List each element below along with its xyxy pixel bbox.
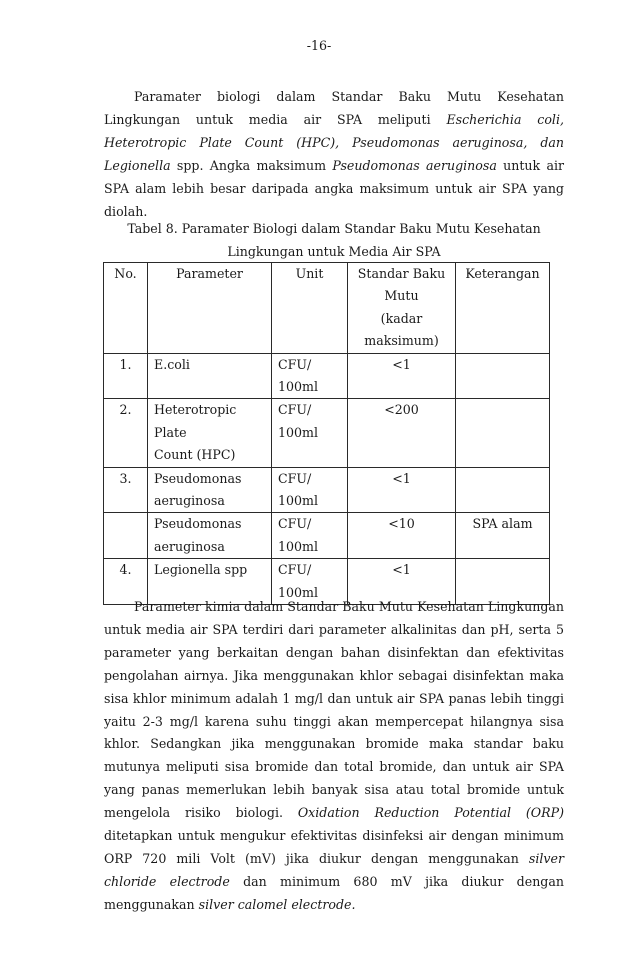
text-segment: spp. Angka maksimum (170, 157, 333, 173)
text-segment: Paramater biologi dalam Standar Baku Mutu Kesehatan Lingkungan untuk media air SPA meliputi (104, 89, 564, 127)
table-caption-line: Lingkungan untuk Media Air SPA (227, 243, 441, 259)
cell-unit-line: 100ml (278, 584, 319, 600)
cell-value: <1 (348, 353, 456, 399)
cell-parameter-line: Count (HPC) (154, 447, 236, 463)
text-segment-italic: silver calomel electrode. (198, 896, 356, 912)
cell-unit-line: 100ml (278, 538, 319, 554)
table-caption-line: Tabel 8. Paramater Biologi dalam Standar Baku Mutu Kesehatan (127, 221, 541, 236)
cell-unit (272, 399, 348, 467)
biological-parameters-table (103, 262, 550, 605)
cell-value: <200 (348, 399, 456, 467)
cell-unit-line: CFU/ (278, 356, 312, 372)
cell-parameter (148, 467, 272, 513)
text-segment-italic: silver chloride electrode (104, 850, 564, 889)
cell-no (104, 513, 148, 559)
text-segment: untuk air SPA alam lebih besar daripada angka maksimum untuk air SPA yang diolah. (104, 157, 565, 219)
text-segment-italic: Oxidation Reduction Potential (ORP) (297, 805, 564, 821)
cell-value: <1 (348, 559, 456, 605)
cell-value: <10 (348, 513, 456, 559)
table-header-row (104, 263, 550, 354)
cell-parameter (148, 353, 272, 399)
cell-parameter-line: Heterotropic Plate (154, 402, 237, 440)
cell-no: 2. (104, 399, 148, 467)
cell-value: <1 (348, 467, 456, 513)
header-standard-line: Mutu (384, 288, 419, 304)
cell-unit-line: 100ml (278, 424, 319, 440)
text-segment: dan minimum 680 mV jika diukur dengan menggunakan (104, 873, 564, 912)
table-row (104, 399, 550, 467)
cell-no: 1. (104, 353, 148, 399)
text-segment-italic: Pseudomonas aeruginosa (332, 157, 497, 173)
header-standard-line: (kadar (380, 310, 423, 326)
cell-parameter-line: Pseudomonas (154, 470, 242, 486)
cell-unit-line: 100ml (278, 493, 319, 509)
page-number: -16- (306, 38, 332, 53)
cell-unit-line: CFU/ (278, 562, 312, 578)
text-segment-italic: Escherichia coli, Heterotropic Plate Count (HPC), Pseudomonas aeruginosa, dan Legionella (104, 111, 564, 173)
cell-parameter (148, 399, 272, 467)
table-row (104, 513, 550, 559)
cell-note (456, 399, 550, 467)
table-row (104, 353, 550, 399)
cell-note: SPA alam (456, 513, 550, 559)
cell-parameter (148, 513, 272, 559)
cell-unit (272, 467, 348, 513)
header-standard-line: maksimum) (364, 333, 439, 349)
header-unit: Unit (272, 263, 348, 354)
cell-no: 4. (104, 559, 148, 605)
paragraph-biological-parameters (104, 86, 564, 223)
cell-parameter-line: E.coli (154, 356, 190, 372)
cell-note (456, 467, 550, 513)
cell-no: 3. (104, 467, 148, 513)
cell-parameter-line: Legionella spp (154, 562, 248, 578)
cell-unit (272, 353, 348, 399)
cell-unit-line: 100ml (278, 379, 319, 395)
text-segment: Parameter kimia dalam Standar Baku Mutu Kesehatan Lingkungan untuk media air SPA terdiri dari parameter alkalinitas dan pH, serta 5 parameter yang berkaitan dengan bahan disinfektan dan efektivitas pengolahan airnya. Jika menggunakan khlor sebagai disinfektan maka sisa khlor minimum adalah 1 mg/l dan untuk air SPA panas lebih tinggi yaitu 2-3 mg/l karena suhu tinggi akan mempercepat hilangnya sisa khlor. Sedangkan jika menggunakan bromide maka standar baku mutunya meliputi sisa bromide dan total bromide, dan untuk air SPA yang panas memerlukan lebih banyak sisa atau total bromide untuk mengelola risiko biologi. (104, 599, 564, 821)
header-parameter: Parameter (148, 263, 272, 354)
cell-parameter-line: aeruginosa (154, 493, 225, 509)
cell-unit-line: CFU/ (278, 402, 312, 418)
cell-parameter-line: Pseudomonas (154, 516, 242, 532)
header-standard (348, 263, 456, 354)
header-no: No. (104, 263, 148, 354)
paragraph-chemical-parameters (104, 596, 564, 917)
table-caption (104, 218, 564, 263)
cell-parameter-line: aeruginosa (154, 538, 225, 554)
cell-unit-line: CFU/ (278, 516, 312, 532)
cell-unit (272, 513, 348, 559)
header-standard-line: Standar Baku (357, 266, 446, 281)
table-row (104, 467, 550, 513)
cell-unit-line: CFU/ (278, 470, 312, 486)
header-keterangan: Keterangan (456, 263, 550, 354)
cell-note (456, 353, 550, 399)
text-segment: ditetapkan untuk mengukur efektivitas disinfeksi air dengan minimum ORP 720 mili Volt (mV) jika diukur dengan menggunakan (104, 828, 564, 866)
